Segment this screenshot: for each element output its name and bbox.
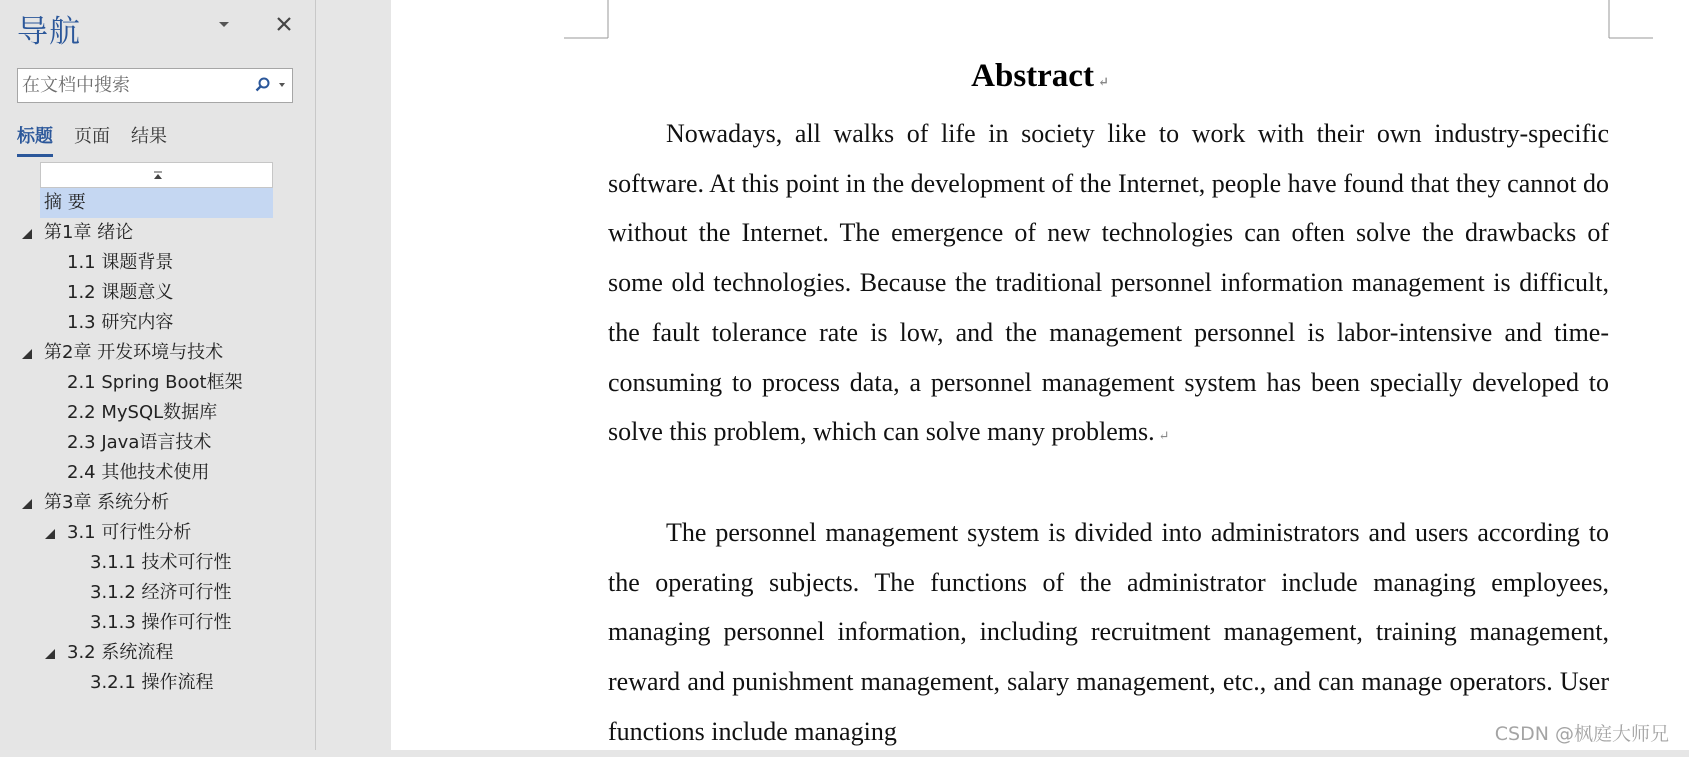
expanded-arrow-icon[interactable] [22,349,32,359]
outline-item[interactable]: 第2章 开发环境与技术 [0,338,300,368]
expanded-arrow-icon[interactable] [45,649,55,659]
outline-item[interactable]: 第1章 绪论 [0,218,300,248]
paragraph-text: The personnel management system is divided into administrators and users according to the operating subjects. The functions of the administrator include managing employees, managing personnel information, including recruitment management, training management, reward and punishment management, salary management, etc., and can manage operators. User functions include managing [608,518,1609,746]
outline-item[interactable]: 1.3 研究内容 [67,312,174,333]
chevron-down-icon [214,14,234,34]
search-input[interactable] [18,69,256,102]
document-paragraph [608,508,1609,757]
outline-item[interactable]: 2.1 Spring Boot框架 [67,372,243,393]
nav-pane-title: 导航 [17,14,81,50]
paragraph-mark-icon: ↵ [1158,428,1170,444]
outline-item[interactable]: 3.1.3 操作可行性 [90,612,232,633]
search-box [17,68,293,103]
outline-item[interactable]: 1.2 课题意义 [67,282,174,303]
collapse-up-icon [153,171,163,181]
outline-item[interactable]: 3.1 可行性分析 [0,518,300,548]
paragraph-text: Nowadays, all walks of life in society like to work with their own industry-specific software. At this point in the development of the Internet, people have found that they cannot do without the Internet. The emergence of new technologies can often solve the drawbacks of some old technologies. Because the traditional personnel information management is difficult, the fault tolerance rate is low, and the management personnel is labor-intensive and time-consuming to process data, a personnel management system has been specially developed to solve this problem, which can solve many problems. [608,119,1609,447]
outline-item[interactable]: 摘 要 [40,188,273,218]
outline-item[interactable]: 2.2 MySQL数据库 [67,402,218,423]
outline-item[interactable]: 3.1.1 技术可行性 [90,552,232,573]
outline-item[interactable]: 3.1.2 经济可行性 [90,582,232,603]
outline-item[interactable]: 3.2 系统流程 [0,638,300,668]
document-heading [391,58,1689,95]
document-paragraph [608,109,1609,461]
outline-collapse-all-button[interactable] [40,162,273,188]
paragraph-mark-icon: ↵ [1097,74,1109,89]
expanded-arrow-icon[interactable] [22,229,32,239]
outline-item[interactable]: 2.3 Java语言技术 [67,432,212,453]
outline-item[interactable]: 2.4 其他技术使用 [67,462,210,483]
tab-pages[interactable]: 页面 [74,126,110,147]
crop-mark-top-right [1608,0,1653,40]
close-button[interactable] [272,12,296,36]
outline-item[interactable]: 3.2.1 操作流程 [90,672,214,693]
tab-results[interactable]: 结果 [131,126,167,147]
outline-item[interactable]: 第3章 系统分析 [0,488,300,518]
expanded-arrow-icon[interactable] [22,499,32,509]
nav-options-button[interactable] [214,14,234,34]
outline-item[interactable]: 1.1 课题背景 [67,252,174,273]
expanded-arrow-icon[interactable] [45,529,55,539]
document-page[interactable] [391,0,1689,750]
search-icon[interactable] [254,76,272,94]
tab-headings[interactable]: 标题 [17,122,53,157]
watermark-text: CSDN @枫庭大师兄 [1494,723,1669,745]
heading-text: Abstract [971,58,1094,94]
crop-mark-top-left [564,0,609,40]
navigation-pane [0,0,316,750]
search-options-dropdown-icon[interactable] [276,79,288,91]
close-icon [272,12,296,36]
